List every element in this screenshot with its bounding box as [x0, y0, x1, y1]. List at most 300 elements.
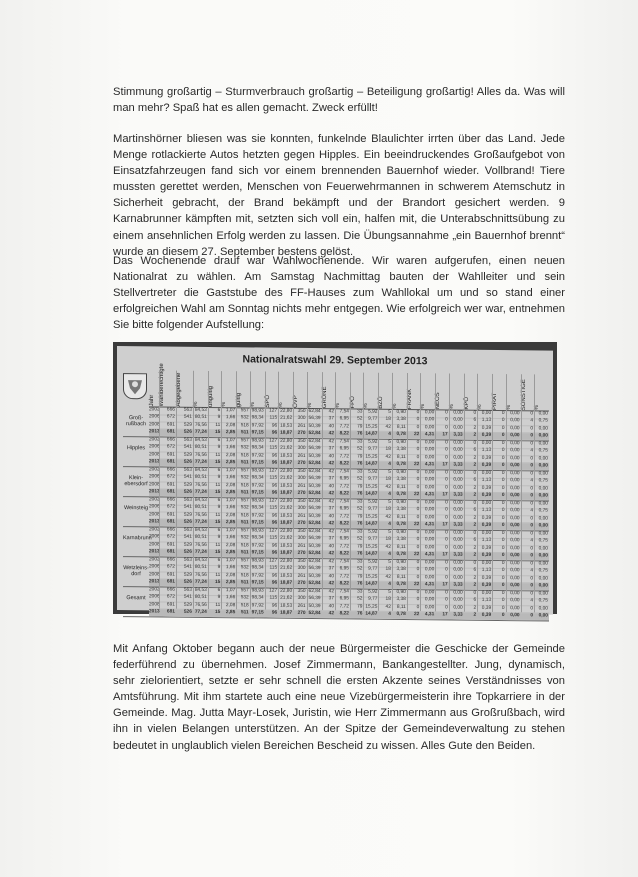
table-cell: 8,22	[339, 611, 349, 617]
column-divider	[521, 374, 522, 612]
table-cell: 557	[240, 408, 249, 414]
table-cell: 0	[473, 470, 477, 476]
table-cell: 261	[297, 453, 306, 459]
table-cell: 563	[183, 587, 192, 593]
table-cell: 666	[166, 527, 175, 533]
table-cell: 42	[328, 430, 335, 437]
table-cell: 2006	[149, 474, 160, 480]
table-cell: 42	[328, 520, 335, 527]
table-cell: 97,92	[251, 482, 264, 489]
table-cell: 56,39	[308, 416, 321, 422]
table-cell: 18	[385, 567, 391, 573]
column-divider	[477, 374, 478, 612]
table-cell: 1,13	[481, 508, 492, 514]
table-cell: 6	[473, 597, 477, 604]
table-cell: 52	[357, 416, 363, 422]
table-cell: 0,90	[396, 439, 406, 446]
table-cell: 0,90	[396, 589, 406, 596]
table-cell: 17	[442, 552, 448, 558]
table-cell: 0	[445, 590, 448, 596]
column-divider	[449, 373, 450, 611]
table-cell: 2002	[149, 497, 160, 503]
table-cell: 300	[297, 446, 306, 452]
table-title: Nationalratswahl 29. September 2013	[242, 353, 428, 368]
table-cell: 563	[183, 557, 192, 563]
column-divider	[193, 371, 194, 609]
table-cell: 37	[328, 566, 335, 572]
table-cell: 22	[413, 611, 420, 617]
table-cell: 0	[445, 477, 448, 483]
table-cell: 0	[530, 531, 534, 537]
column-header: ungültig	[207, 385, 214, 408]
table-cell: 52,84	[308, 430, 321, 436]
table-cell: 2,08	[225, 542, 236, 548]
table-cell: 0,00	[510, 425, 520, 431]
table-cell: 0	[501, 568, 505, 574]
table-cell: 0,00	[538, 455, 548, 462]
table-cell: 4	[530, 448, 534, 454]
table-cell: 22,80	[280, 588, 293, 594]
table-cell: 0,78	[396, 461, 406, 467]
table-cell: 14,87	[365, 521, 378, 527]
table-cell: 563	[183, 497, 192, 503]
table-cell: 0,78	[396, 611, 406, 617]
table-cell: 96	[271, 430, 278, 436]
municipality-name: Karnabrunn	[123, 534, 152, 541]
table-cell: 22,80	[280, 558, 293, 564]
table-cell: 0	[501, 545, 505, 551]
table-cell: 79	[357, 484, 363, 490]
table-cell: 97,15	[251, 430, 264, 436]
table-cell: 672	[166, 504, 175, 510]
table-cell: 0	[445, 484, 448, 490]
table-cell: 80,51	[194, 505, 207, 511]
table-cell: 2	[473, 582, 477, 588]
table-cell: 0	[416, 477, 420, 483]
table-cell: 76,56	[194, 572, 207, 578]
table-cell: 0,00	[424, 440, 435, 446]
table-cell: 350	[297, 528, 306, 534]
table-cell: 0,00	[453, 590, 463, 596]
table-cell: 2013	[149, 549, 160, 555]
table-cell: 3,33	[453, 462, 463, 468]
table-cell: 1,07	[225, 498, 236, 504]
table-cell: 541	[183, 594, 192, 601]
table-cell: 21,62	[280, 475, 293, 482]
table-cell: 9	[217, 445, 221, 451]
table-cell: 50,39	[308, 573, 321, 579]
table-cell: 76	[357, 611, 363, 617]
table-cell: 98,34	[251, 445, 264, 451]
table-cell: 0,90	[396, 559, 406, 566]
table-cell: 17	[442, 582, 448, 588]
table-cell: 52,84	[308, 490, 321, 496]
table-cell: 511	[240, 490, 249, 496]
table-cell: 84,53	[194, 497, 207, 503]
table-cell: 0,00	[481, 560, 492, 566]
table-cell: 526	[183, 519, 192, 525]
table-cell: 50,39	[308, 423, 321, 429]
table-cell: 0	[416, 544, 420, 550]
table-cell: 37	[328, 476, 335, 482]
table-cell: 96	[271, 543, 278, 549]
table-cell: 511	[240, 460, 249, 466]
table-cell: 14,87	[365, 431, 378, 437]
table-cell: 0	[530, 523, 534, 529]
table-cell: 557	[240, 588, 249, 594]
column-divider	[250, 371, 251, 609]
table-cell: 300	[297, 506, 306, 512]
table-cell: 5	[388, 499, 391, 505]
table-cell: 33	[357, 529, 363, 535]
table-cell: 6,95	[339, 596, 349, 602]
table-cell: 97,92	[251, 602, 264, 609]
column-divider	[278, 372, 279, 610]
table-cell: 0,00	[510, 462, 520, 468]
column-header: GRÜNE	[321, 386, 328, 409]
table-cell: 0,39	[481, 545, 492, 551]
table-cell: 672	[166, 444, 175, 450]
table-cell: 6,95	[339, 446, 349, 452]
table-cell: 2008	[149, 511, 160, 517]
table-cell: 3,38	[396, 567, 406, 573]
column-divider	[322, 372, 323, 610]
table-cell: 270	[297, 460, 306, 466]
table-cell: 6	[217, 408, 221, 414]
table-cell: 9,77	[368, 566, 378, 572]
table-cell: 0,00	[424, 560, 435, 566]
table-cell: 0,78	[396, 521, 406, 527]
table-cell: 511	[240, 520, 249, 526]
column-header: %	[221, 401, 228, 408]
table-cell: 0	[530, 605, 534, 611]
table-cell: 96	[271, 483, 278, 489]
table-cell: 0,00	[481, 410, 492, 416]
table-cell: 0,75	[538, 418, 548, 424]
column-divider	[221, 371, 222, 609]
table-cell: 0,39	[481, 575, 492, 581]
column-divider	[293, 372, 294, 610]
table-cell: 2	[473, 432, 477, 438]
column-header: PIRAT	[492, 392, 499, 410]
table-cell: 2	[473, 455, 477, 461]
table-cell: 98,34	[251, 505, 264, 511]
table-cell: 261	[297, 573, 306, 579]
table-cell: 2	[473, 492, 477, 498]
table-cell: 0	[501, 561, 505, 567]
table-cell: 0	[445, 447, 448, 453]
table-cell: 9,77	[368, 596, 378, 602]
column-header: BZÖ	[378, 396, 385, 409]
table-cell: 0	[530, 485, 534, 491]
table-cell: 77,24	[194, 489, 207, 495]
table-cell: 15	[214, 579, 221, 585]
table-cell: 96	[271, 550, 278, 556]
table-cell: 0	[501, 515, 505, 521]
table-cell: 33	[357, 499, 363, 505]
table-cell: 14,87	[365, 461, 378, 467]
table-cell: 691	[166, 482, 175, 488]
table-cell: 0,00	[481, 530, 492, 536]
table-cell: 96	[271, 453, 278, 459]
table-cell: 14,87	[365, 581, 378, 587]
table-cell: 2013	[149, 609, 160, 615]
table-cell: 6,95	[339, 476, 349, 482]
table-cell: 4	[388, 611, 391, 617]
table-cell: 0	[501, 448, 505, 454]
table-cell: 0,00	[453, 605, 463, 611]
table-cell: 7,72	[339, 453, 349, 459]
table-cell: 5,92	[368, 409, 378, 415]
table-cell: 37	[328, 446, 335, 452]
table-cell: 21,62	[280, 595, 293, 602]
table-cell: 681	[166, 549, 175, 555]
table-cell: 1,66	[225, 415, 236, 421]
table-cell: 3,33	[453, 492, 463, 498]
table-cell: 4,31	[424, 461, 435, 468]
table-cell: 0,00	[538, 605, 548, 612]
table-cell: 22	[413, 521, 420, 527]
table-cell: 18,87	[280, 550, 293, 556]
table-cell: 98,93	[251, 588, 264, 594]
table-cell: 0,00	[481, 470, 492, 476]
table-cell: 0,00	[453, 485, 463, 491]
table-cell: 4,31	[424, 431, 435, 438]
table-cell: 0	[445, 507, 448, 513]
table-cell: 22,80	[280, 468, 293, 474]
table-cell: 50,39	[308, 543, 321, 549]
column-divider	[335, 372, 336, 610]
table-cell: 37	[328, 506, 335, 512]
table-cell: 2006	[149, 504, 160, 510]
table-cell: 2002	[149, 587, 160, 593]
table-cell: 18	[385, 537, 391, 543]
table-cell: 127	[269, 588, 278, 594]
table-cell: 0,75	[538, 538, 548, 544]
table-cell: 0,00	[510, 411, 520, 417]
table-cell: 17	[442, 612, 448, 618]
table-cell: 42	[385, 484, 391, 490]
table-cell: 1,13	[481, 448, 492, 454]
table-cell: 0	[530, 471, 534, 477]
table-cell: 42	[328, 409, 335, 415]
table-cell: 52,84	[308, 550, 321, 556]
table-cell: 6,95	[339, 536, 349, 542]
table-cell: 0,75	[538, 598, 548, 604]
table-cell: 0,00	[538, 561, 548, 567]
table-cell: 0,00	[424, 514, 435, 520]
results-sheet	[117, 346, 553, 619]
table-cell: 0	[530, 433, 534, 439]
table-cell: 42	[328, 589, 335, 595]
column-header: %	[448, 404, 455, 410]
table-cell: 15,25	[365, 514, 378, 520]
table-cell: 0	[416, 530, 420, 536]
table-cell: 4	[530, 418, 534, 424]
table-cell: 2,08	[225, 512, 236, 518]
table-cell: 511	[240, 610, 249, 616]
table-cell: 9	[217, 505, 221, 511]
table-cell: 672	[166, 534, 175, 540]
table-cell: 0,00	[538, 433, 548, 439]
table-cell: 0	[501, 531, 505, 537]
table-cell: 9	[217, 595, 221, 601]
table-cell: 2006	[149, 594, 160, 600]
table-cell: 127	[269, 438, 278, 444]
table-cell: 18,53	[280, 573, 293, 579]
table-cell: 15,25	[365, 484, 378, 490]
table-cell: 0,00	[424, 454, 435, 460]
table-cell: 0,00	[424, 447, 435, 453]
table-cell: 9	[217, 415, 221, 421]
table-cell: 0	[501, 492, 505, 498]
table-cell: 18,53	[280, 513, 293, 519]
table-cell: 4	[388, 461, 391, 467]
table-cell: 77,24	[194, 429, 207, 435]
table-cell: 2013	[149, 489, 160, 495]
table-cell: 40	[328, 453, 335, 459]
column-divider	[159, 370, 160, 608]
table-cell: 2002	[149, 527, 160, 533]
table-cell: 97,92	[251, 542, 264, 549]
table-cell: 1,07	[225, 438, 236, 444]
table-cell: 96	[271, 513, 278, 519]
table-cell: 518	[240, 482, 249, 488]
table-cell: 0	[416, 424, 420, 430]
table-cell: 518	[240, 452, 249, 458]
table-cell: 8,22	[339, 551, 349, 557]
table-cell: 84,53	[194, 467, 207, 473]
table-cell: 97,92	[251, 512, 264, 519]
table-cell: 98,34	[251, 415, 264, 421]
table-cell: 0,39	[481, 515, 492, 521]
table-cell: 672	[166, 594, 175, 600]
table-cell: 8,11	[396, 454, 406, 460]
table-cell: 532	[240, 415, 249, 421]
table-cell: 62,84	[308, 469, 321, 475]
table-cell: 0	[473, 500, 477, 506]
table-cell: 0,00	[510, 501, 520, 507]
table-cell: 56,39	[308, 566, 321, 572]
table-cell: 518	[240, 542, 249, 548]
table-cell: 15	[214, 519, 221, 525]
table-cell: 1,07	[225, 408, 236, 414]
table-cell: 2	[473, 425, 477, 431]
column-divider	[407, 373, 408, 611]
table-cell: 0,00	[538, 501, 548, 507]
table-cell: 52,84	[308, 520, 321, 526]
table-cell: 0	[416, 514, 420, 520]
table-cell: 0,00	[538, 531, 548, 537]
table-cell: 42	[385, 514, 391, 520]
table-cell: 0	[501, 411, 505, 417]
table-cell: 518	[240, 422, 249, 428]
table-cell: 127	[269, 468, 278, 474]
table-cell: 2,08	[225, 452, 236, 458]
column-divider	[176, 371, 177, 609]
results-table	[123, 363, 549, 619]
table-cell: 115	[269, 565, 278, 571]
table-cell: 0,78	[396, 431, 406, 437]
table-cell: 50,39	[308, 453, 321, 459]
table-cell: 0,00	[453, 477, 463, 483]
table-cell: 6	[217, 468, 221, 474]
table-cell: 3,33	[453, 612, 463, 618]
table-cell: 40	[328, 573, 335, 579]
table-cell: 0,00	[481, 500, 492, 506]
table-cell: 0,75	[538, 448, 548, 454]
table-cell: 42	[328, 550, 335, 557]
table-cell: 0	[501, 582, 505, 588]
table-cell: 1,13	[481, 568, 492, 574]
table-cell: 4	[530, 538, 534, 544]
table-cell: 0,00	[424, 537, 435, 543]
table-cell: 0	[416, 560, 420, 566]
table-cell: 7,54	[339, 529, 349, 535]
table-cell: 0,90	[396, 499, 406, 506]
table-cell: 11	[215, 512, 221, 518]
table-cell: 3,33	[453, 582, 463, 588]
table-cell: 0,00	[453, 545, 463, 551]
table-cell: 270	[297, 580, 306, 586]
table-cell: 98,34	[251, 535, 264, 541]
table-cell: 6	[473, 477, 477, 484]
table-cell: 22	[413, 431, 420, 437]
table-cell: 0	[445, 514, 448, 520]
table-cell: 37	[328, 416, 335, 422]
table-cell: 0	[445, 417, 448, 423]
table-cell: 14,87	[365, 491, 378, 497]
table-cell: 15	[214, 549, 221, 555]
table-cell: 1,66	[225, 475, 236, 481]
table-cell: 97,15	[251, 460, 264, 466]
table-cell: 5,92	[368, 439, 378, 445]
table-cell: 0,00	[481, 590, 492, 596]
table-cell: 557	[240, 558, 249, 564]
table-cell: 0	[501, 441, 505, 447]
table-cell: 0,00	[510, 478, 520, 484]
table-cell: 15,25	[365, 604, 378, 610]
table-cell: 7,72	[339, 483, 349, 489]
table-cell: 0	[416, 447, 420, 453]
table-cell: 7,72	[339, 543, 349, 549]
column-header: %	[306, 402, 313, 409]
table-cell: 18,53	[280, 453, 293, 459]
table-cell: 8,22	[339, 431, 349, 437]
table-cell: 666	[166, 557, 175, 563]
table-cell: 18,87	[280, 490, 293, 496]
table-cell: 9,77	[368, 536, 378, 542]
table-cell: 8,11	[396, 424, 406, 430]
table-cell: 33	[357, 589, 363, 595]
table-cell: 76,56	[194, 452, 207, 458]
table-cell: 80,51	[194, 445, 207, 451]
table-cell: 42	[385, 604, 391, 610]
table-cell: 11	[215, 542, 221, 548]
table-cell: 526	[183, 429, 192, 435]
table-cell: 563	[183, 527, 192, 533]
table-cell: 0	[501, 425, 505, 431]
table-cell: 62,84	[308, 439, 321, 445]
table-cell: 0,00	[538, 515, 548, 522]
table-cell: 5,92	[368, 499, 378, 505]
table-cell: 300	[297, 536, 306, 542]
table-cell: 0,00	[510, 561, 520, 567]
table-cell: 0,00	[453, 425, 463, 431]
table-cell: 672	[166, 414, 175, 420]
table-cell: 691	[166, 602, 175, 608]
table-cell: 261	[297, 513, 306, 519]
